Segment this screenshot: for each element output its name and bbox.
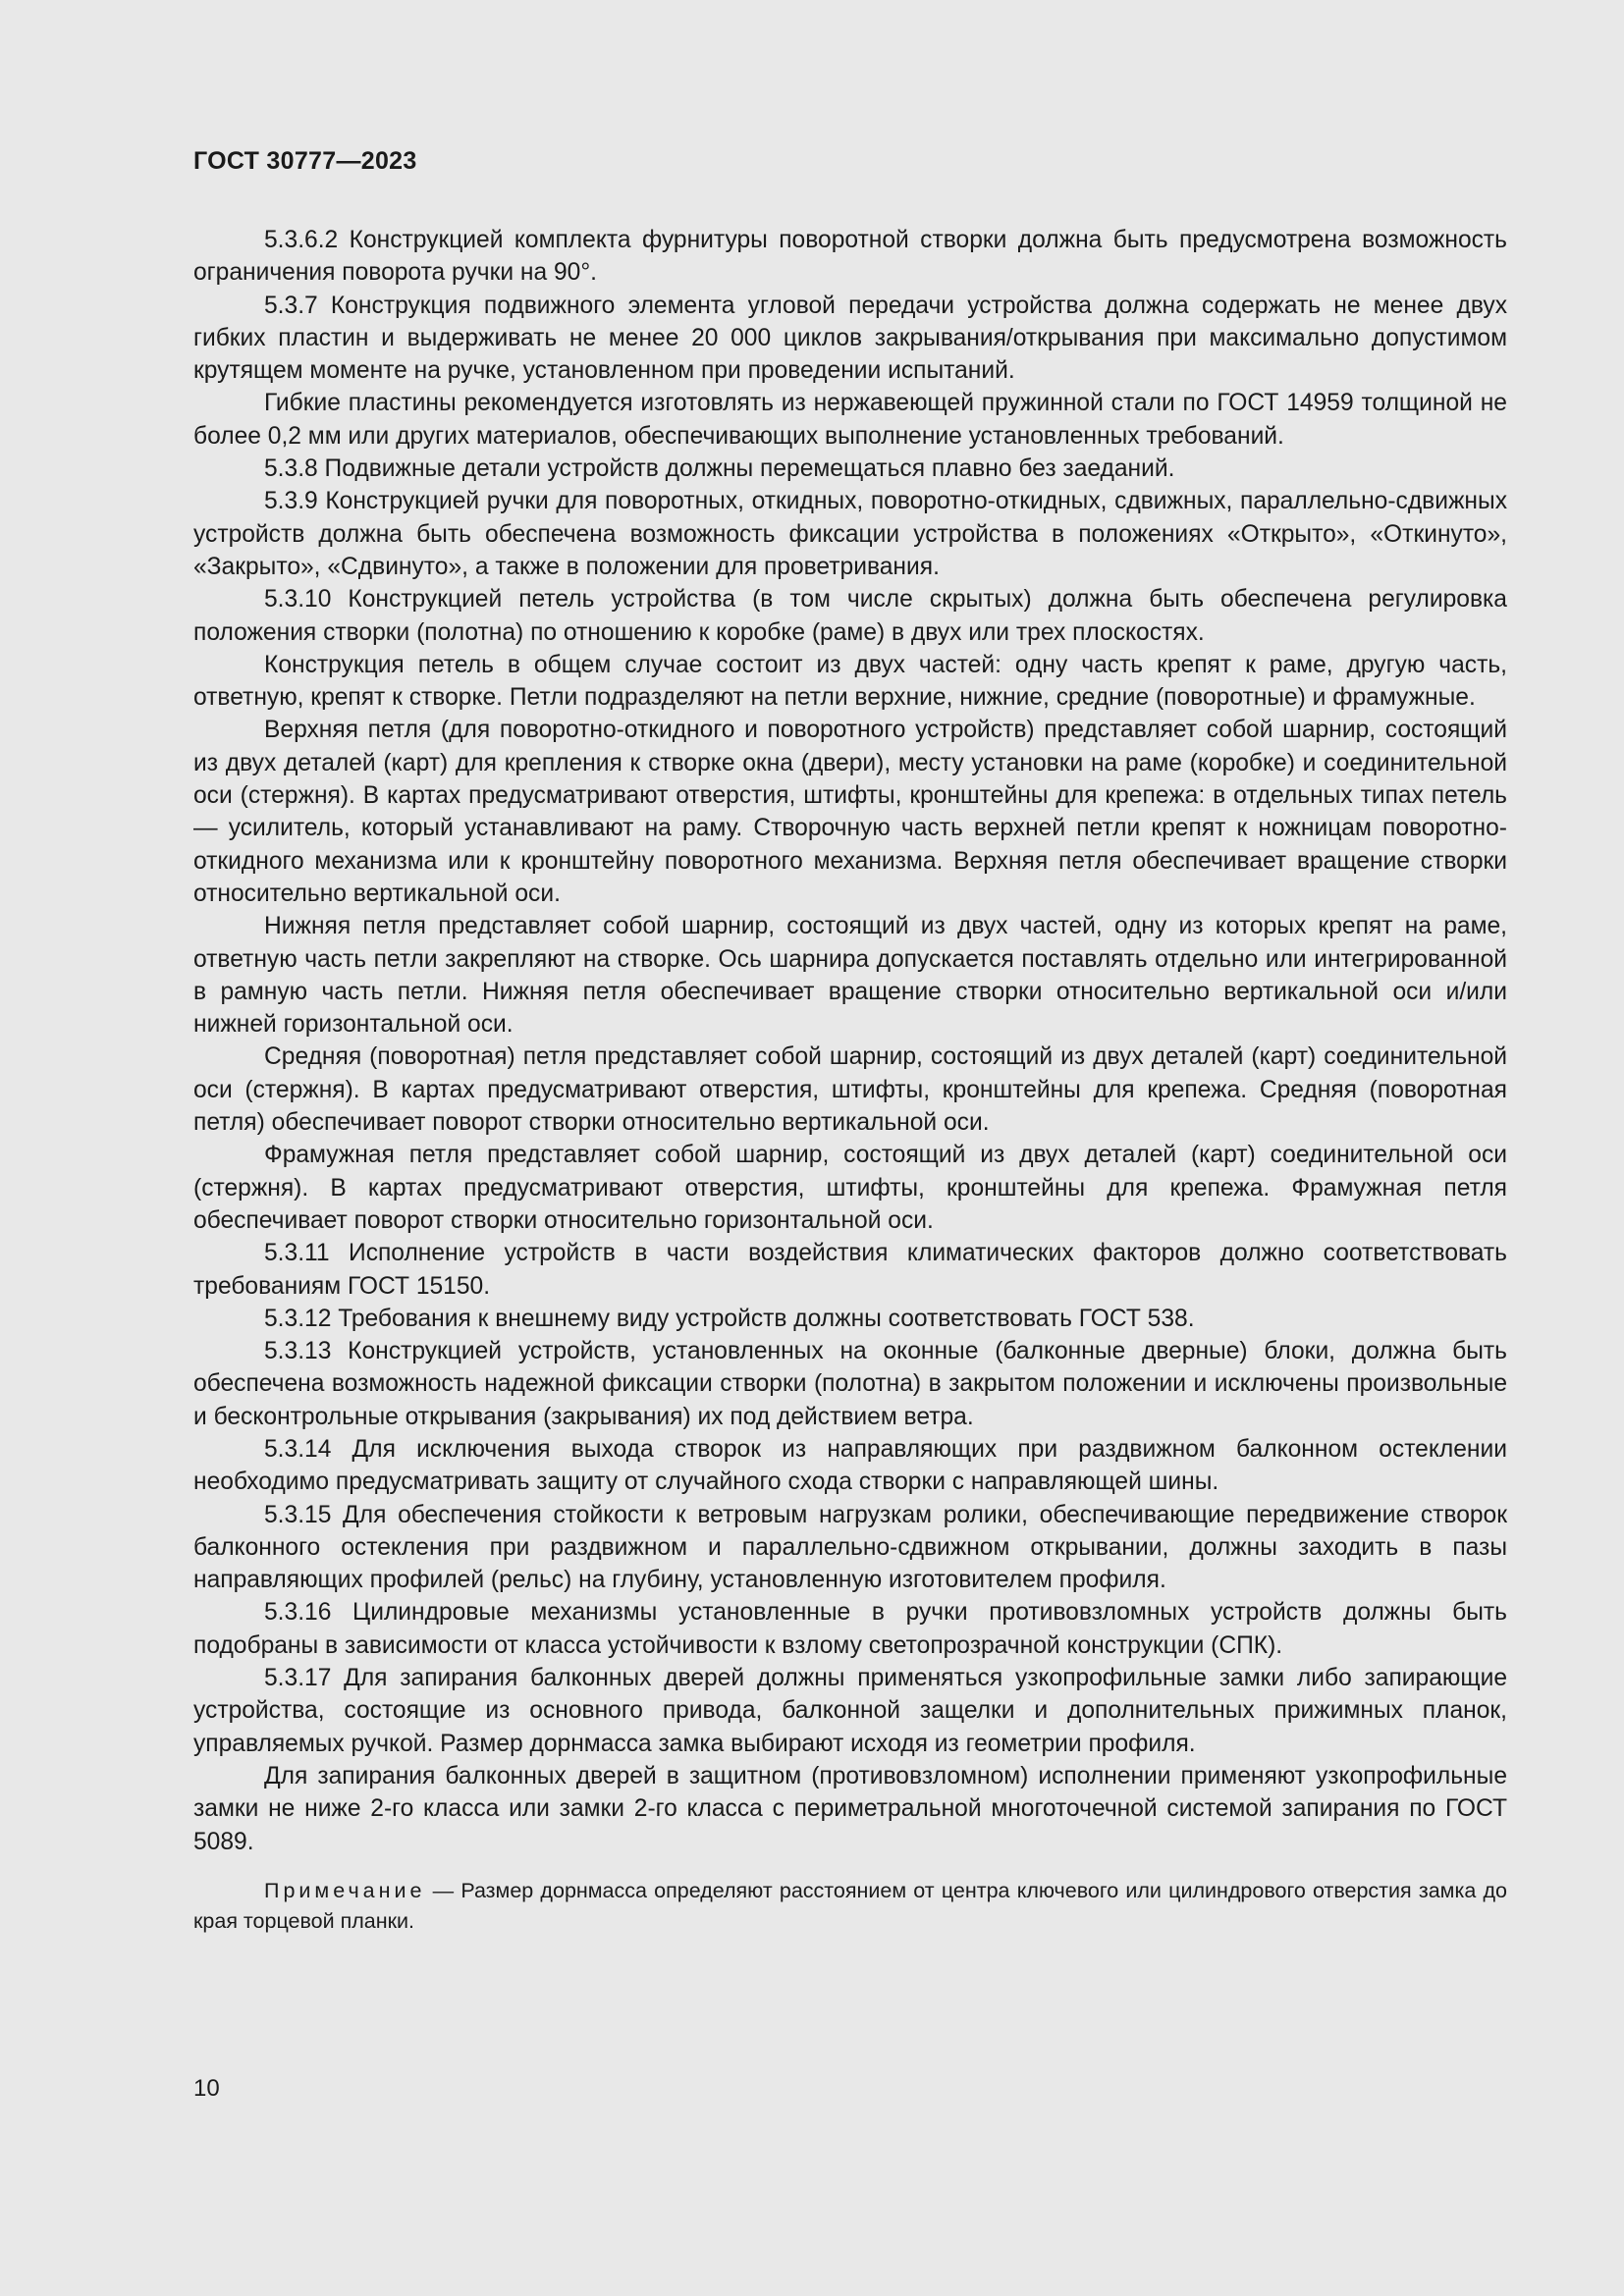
- paragraph-5-3-11: 5.3.11 Исполнение устройств в части воздействия климатических факторов должно соответствовать требованиям ГОСТ 15150.: [193, 1240, 1507, 1300]
- paragraph-5-3-10: 5.3.10 Конструкцией петель устройства (в том числе скрытых) должна быть обеспечена регулировка положения створки (полотна) по отношению к коробке (раме) в двух или трех плоскостях.: [193, 586, 1507, 646]
- note-text: — Размер дорнмасса определяют расстоянием от центра ключевого или цилиндрового отверстия замка до края торцевой планки.: [193, 1878, 1507, 1933]
- note: [193, 1876, 1507, 1937]
- paragraph-upper-hinge: Верхняя петля (для поворотно-откидного и поворотного устройств) представляет собой шарнир, состоящий из двух деталей (карт) для крепления к створке окна (двери), месту установки на раме (коробке) и соединительной оси (стержня). В картах предусматривают отверстия, штифты, кронштейны для крепежа: в отдельных типах петель — усилитель, который устанавливают на раму. Створочную часть верхней петли крепят к ножницам поворотно-откидного механизма или к кронштейну поворотного механизма. Верхняя петля обеспечивает вращение створки относительно вертикальной оси.: [193, 717, 1507, 907]
- note-label: Примечание: [264, 1878, 426, 1902]
- page-number: 10: [193, 2075, 220, 2102]
- paragraph-5-3-7: 5.3.7 Конструкция подвижного элемента угловой передачи устройства должна содержать не менее двух гибких пластин и выдерживать не менее 20 000 циклов закрывания/открывания при максимально допустимом крутящем моменте на ручке, установленном при проведении испытаний.: [193, 292, 1507, 385]
- document-body: [193, 224, 1507, 1937]
- paragraph-5-3-17: 5.3.17 Для запирания балконных дверей должны применяться узкопрофильные замки либо запирающие устройства, состоящие из основного привода, балконной защелки и дополнительных прижимных планок, управляемых ручкой. Размер дорнмасса замка выбирают исходя из геометрии профиля.: [193, 1665, 1507, 1757]
- paragraph-5-3-9: 5.3.9 Конструкцией ручки для поворотных, откидных, поворотно-откидных, сдвижных, параллельно-сдвижных устройств должна быть обеспечена возможность фиксации устройства в положениях «Открыто», «Откинуто», «Закрыто», «Сдвинуто», а также в положении для проветривания.: [193, 488, 1507, 580]
- paragraph-balcony-door-locking: Для запирания балконных дверей в защитном (противовзломном) исполнении применяют узкопрофильные замки не ниже 2-го класса или замки 2-го класса с периметральной многоточечной системой запирания по ГОСТ 5089.: [193, 1762, 1507, 1855]
- paragraph-5-3-12: 5.3.12 Требования к внешнему виду устройств должны соответствовать ГОСТ 538.: [264, 1305, 1195, 1332]
- paragraph-5-3-13: 5.3.13 Конструкцией устройств, установленных на оконные (балконные дверные) блоки, должна быть обеспечена возможность надежной фиксации створки (полотна) в закрытом положении и исключены произвольные и бесконтрольные открывания (закрывания) их под действием ветра.: [193, 1338, 1507, 1430]
- paragraph-lower-hinge: Нижняя петля представляет собой шарнир, состоящий из двух частей, одну из которых крепят на раме, ответную часть петли закрепляют на створке. Ось шарнира допускается поставлять отдельно или интегрированной в рамную часть петли. Нижняя петля обеспечивает вращение створки относительно вертикальной оси и/или нижней горизонтальной оси.: [193, 913, 1507, 1039]
- paragraph-5-3-6-2: 5.3.6.2 Конструкцией комплекта фурнитуры поворотной створки должна быть предусмотрена возможность ограничения поворота ручки на 90°.: [193, 227, 1507, 287]
- paragraph-middle-hinge: Средняя (поворотная) петля представляет собой шарнир, состоящий из двух деталей (карт) соединительной оси (стержня). В картах предусматривают отверстия, штифты, кронштейны для крепежа. Средняя (поворотная петля) обеспечивает поворот створки относительно вертикальной оси.: [193, 1043, 1507, 1137]
- paragraph-flexible-plates: Гибкие пластины рекомендуется изготовлять из нержавеющей пружинной стали по ГОСТ 14959 толщиной не более 0,2 мм или других материалов, обеспечивающих выполнение установленных требований.: [193, 390, 1507, 450]
- paragraph-5-3-15: 5.3.15 Для обеспечения стойкости к ветровым нагрузкам ролики, обеспечивающие передвижение створок балконного остекления при раздвижном и параллельно-сдвижном открывании, должны заходить в пазы направляющих профилей (рельс) на глубину, установленную изготовителем профиля.: [193, 1501, 1507, 1594]
- document-header: ГОСТ 30777—2023: [193, 147, 417, 175]
- paragraph-5-3-14: 5.3.14 Для исключения выхода створок из направляющих при раздвижном балконном остеклении необходимо предусматривать защиту от случайного схода створки с направляющей шины.: [193, 1435, 1507, 1496]
- paragraph-5-3-8: 5.3.8 Подвижные детали устройств должны перемещаться плавно без заеданий.: [264, 455, 1175, 483]
- paragraph-5-3-16: 5.3.16 Цилиндровые механизмы установленные в ручки противовзломных устройств должны быть подобраны в зависимости от класса устойчивости к взлому светопрозрачной конструкции (СПК).: [193, 1599, 1507, 1659]
- paragraph-transom-hinge: Фрамужная петля представляет собой шарнир, состоящий из двух деталей (карт) соединительной оси (стержня). В картах предусматривают отверстия, штифты, кронштейны для крепежа. Фрамужная петля обеспечивает поворот створки относительно горизонтальной оси.: [193, 1142, 1507, 1234]
- paragraph-hinge-construction: Конструкция петель в общем случае состоит из двух частей: одну часть крепят к раме, другую часть, ответную, крепят к створке. Петли подразделяют на петли верхние, нижние, средние (поворотные) и фрамужные.: [193, 651, 1507, 712]
